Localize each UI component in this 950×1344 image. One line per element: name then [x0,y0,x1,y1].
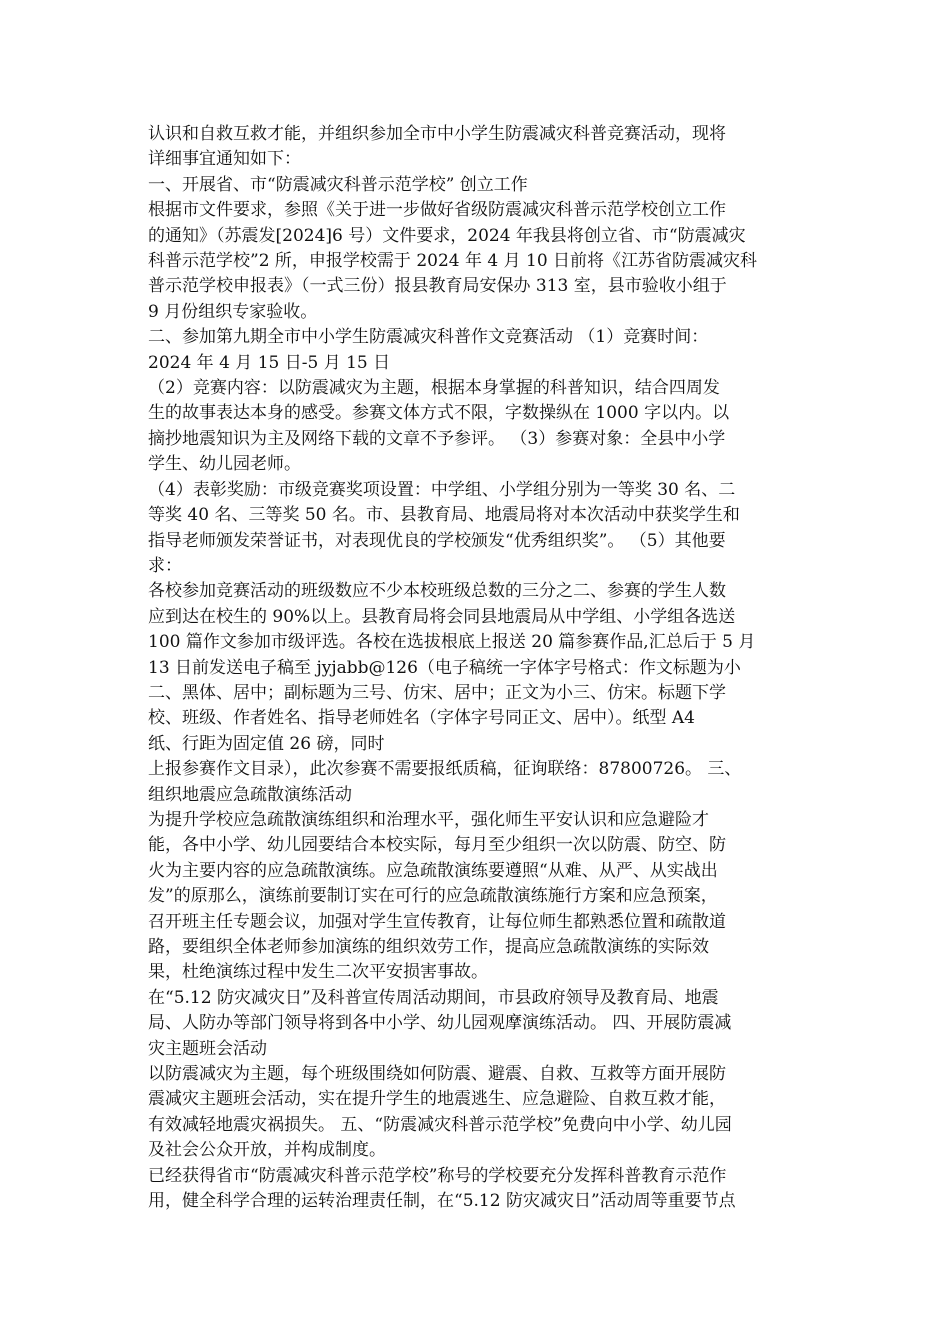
text-line: 等奖 40 名、三等奖 50 名。市、县教育局、地震局将对本次活动中获奖学生和 [148,505,740,526]
text-line: 生的故事表达本身的感受。参赛文体方式不限，字数操纵在 1000 字以内。以 [148,403,730,424]
document-body [148,122,804,1214]
text-line: 的通知》（苏震发[2024]6 号）文件要求，2024 年我县将创立省、市“防震减灾 [148,225,746,246]
text-line: 发”的原那么，演练前要制订实在可行的应急疏散演练施行方案和应急预案， [148,886,718,907]
text-line: 局、人防办等部门领导将到各中小学、幼儿园观摩演练活动。 四、开展防震减 [148,1013,732,1034]
text-line: 路，要组织全体老师参加演练的组织效劳工作，提高应急疏散演练的实际效 [148,937,709,957]
text-line: 召开班主任专题会议，加强对学生宣传教育，让每位师生都熟悉位置和疏散道 [148,911,726,932]
text-line: 科普示范学校”2 所，申报学校需于 2024 年 4 月 10 日前将《江苏省防震减灾科 [148,251,758,272]
text-line: 根据市文件要求，参照《关于进一步做好省级防震减灾科普示范学校创立工作 [148,200,726,221]
section-heading: 一、开展省、市“防震减灾科普示范学校” 创立工作 [148,174,528,195]
text-line: 各校参加竞赛活动的班级数应不少本校班级总数的三分之二、参赛的学生人数 [148,581,726,602]
section-heading: 组织地震应急疏散演练活动 [148,784,352,805]
text-line: 认识和自救互救才能，并组织参加全市中小学生防震减灾科普竞赛活动，现将 [148,124,726,144]
text-line: （4）表彰奖励：市级竞赛奖项设置：中学组、小学组分别为一等奖 30 名、二 [148,479,736,500]
text-line: 为提升学校应急疏散演练组织和治理水平，强化师生平安认识和应急避险才 [148,809,709,830]
text-line: 指导老师颁发荣誉证书，对表现优良的学校颁发“优秀组织奖”。 （5）其他要 [148,530,726,551]
text-line: 上报参赛作文目录），此次参赛不需要报纸质稿，征询联络：87800726。 三、 [148,759,742,780]
text-line: 9 月份组织专家验收。 [148,301,318,322]
text-line: 火为主要内容的应急疏散演练。应急疏散演练要遵照“从难、从严、从实战出 [148,860,718,881]
text-line: 校、班级、作者姓名、指导老师姓名（字体字号同正文、居中）。纸型 A4 [148,708,695,729]
text-line: 100 篇作文参加市级评选。各校在选拔根底上报送 20 篇参赛作品,汇总后于 5 月 [148,632,756,653]
text-line: 有效减轻地震灾祸损失。 五、“防震减灾科普示范学校”免费向中小学、幼儿园 [148,1114,732,1135]
text-line: 摘抄地震知识为主及网络下载的文章不予参评。 （3）参赛对象：全县中小学 [148,428,726,449]
text-line: 及社会公众开放，并构成制度。 [148,1140,386,1161]
text-line: 2024 年 4 月 15 日-5 月 15 日 [148,352,391,373]
text-line: 纸、行距为固定值 26 磅，同时 [148,733,385,754]
text-line: 能，各中小学、幼儿园要结合本校实际，每月至少组织一次以防震、防空、防 [148,835,726,856]
text-line: 用，健全科学合理的运转治理责任制，在“5.12 防灾减灾日”活动周等重要节点 [148,1191,736,1212]
text-line: 详细事宜通知如下： [148,149,301,170]
text-line: 在“5.12 防灾减灾日”及科普宣传周活动期间，市县政府领导及教育局、地震 [148,987,719,1008]
text-line: 普示范学校申报表》（一式三份）报县教育局安保办 313 室，县市验收小组于 [148,276,727,297]
text-line: 求： [148,555,182,576]
section-heading: 灾主题班会活动 [148,1038,267,1059]
text-line: 二、黑体、居中；副标题为三号、仿宋、居中；正文为小三、仿宋。标题下学 [148,682,726,703]
text-line: 13 日前发送电子稿至 jyjabb@126（电子稿统一字体字号格式：作文标题为小 [148,657,741,678]
text-line: 已经获得省市“防震减灾科普示范学校”称号的学校要充分发挥科普教育示范作 [148,1165,727,1186]
section-heading: 二、参加第九期全市中小学生防震减灾科普作文竞赛活动 （1）竞赛时间： [148,327,709,348]
text-line: 果，杜绝演练过程中发生二次平安损害事故。 [148,962,488,983]
text-line: 震减灾主题班会活动，实在提升学生的地震逃生、应急避险、自救互救才能， [148,1089,726,1110]
text-line: 学生、幼儿园老师。 [148,454,301,475]
text-line: 以防震减灾为主题，每个班级围绕如何防震、避震、自救、互救等方面开展防 [148,1064,726,1085]
text-line: （2）竞赛内容：以防震减灾为主题，根据本身掌握的科普知识，结合四周发 [148,378,720,399]
text-line: 应到达在校生的 90%以上。县教育局将会同县地震局从中学组、小学组各选送 [148,606,736,627]
